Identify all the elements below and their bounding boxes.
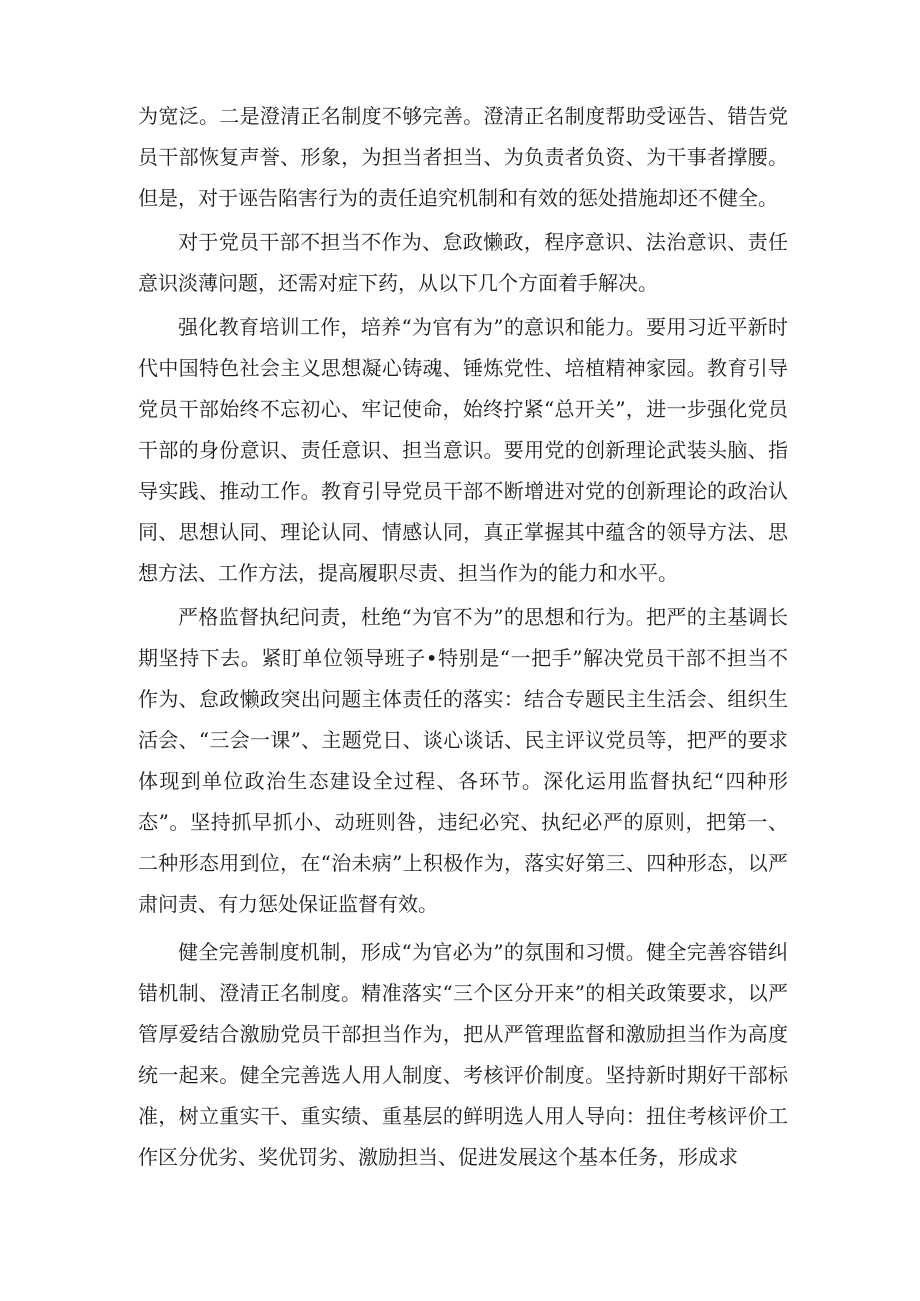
paragraph-continued: 为宽泛。二是澄清正名制度不够完善。澄清正名制度帮助受诬告、错告党员干部恢复声誉、形象，为担当者担当、为负责者负资、为干事者撑腰。但是，对于诬告陷害行为的责任追究机制和有效的惩处措施却还不健全。 (138, 104, 788, 210)
paragraph-education-training: 强化教育培训工作，培养“为官有为”的意识和能力。要用习近平新时代中国特色社会主义思想凝心铸魂、锤炼党性、培植精神家园。教育引导党员干部始终不忘初心、牢记使命，始终拧紧“总开关”，进一步强化党员干部的身份意识、责任意识、担当意识。要用党的创新理论武装头脑、指导实践、推动工作。教育引导党员干部不断增进对党的创新理论的政治认同、思想认同、理论认同、情感认同，真正掌握其中蕴含的领导方法、思想方法、工作方法，提高履职尽责、担当作为的能力和水平。 (138, 315, 788, 585)
document-body (138, 96, 788, 1178)
paragraph-system-mechanism: 健全完善制度机制，形成“为官必为”的氛围和习惯。健全完善容错纠错机制、澄清正名制度。精准落实“三个区分开来”的相关政策要求，以严管厚爱结合激励党员干部担当作为，把从严管理监督和激励担当作为高度统一起来。健全完善选人用人制度、考核评价制度。坚持新时期好干部标准，树立重实干、重实绩、重基层的鲜明选人用人导向：扭住考核评价工作区分优劣、奖优罚劣、激励担当、促进发展这个基本任务，形成求 (138, 940, 788, 1169)
paragraph-problem-solving-intro: 对于党员干部不担当不作为、怠政懒政，程序意识、法治意识、责任意识淡薄问题，还需对症下药，从以下几个方面着手解决。 (138, 230, 788, 295)
paragraph-supervision-accountability: 严格监督执纪问责，杜绝“为官不为”的思想和行为。把严的主基调长期坚持下去。紧盯单位领导班子•特别是“一把手”解决党员干部不担当不作为、怠政懒政突出问题主体责任的落实：结合专题民主生活会、组织生活会、“三会一课”、主题党日、谈心谈话、民主评议党员等，把严的要求体现到单位政治生态建设全过程、各环节。深化运用监督执纪“四种形态”。坚持抓早抓小、动班则咎，违纪必究、执纪必严的原则，把第一、二种形态用到位，在“治未病”上积极作为，落实好第三、四种形态，以严肃问责、有力惩处保证监督有效。 (138, 605, 788, 916)
